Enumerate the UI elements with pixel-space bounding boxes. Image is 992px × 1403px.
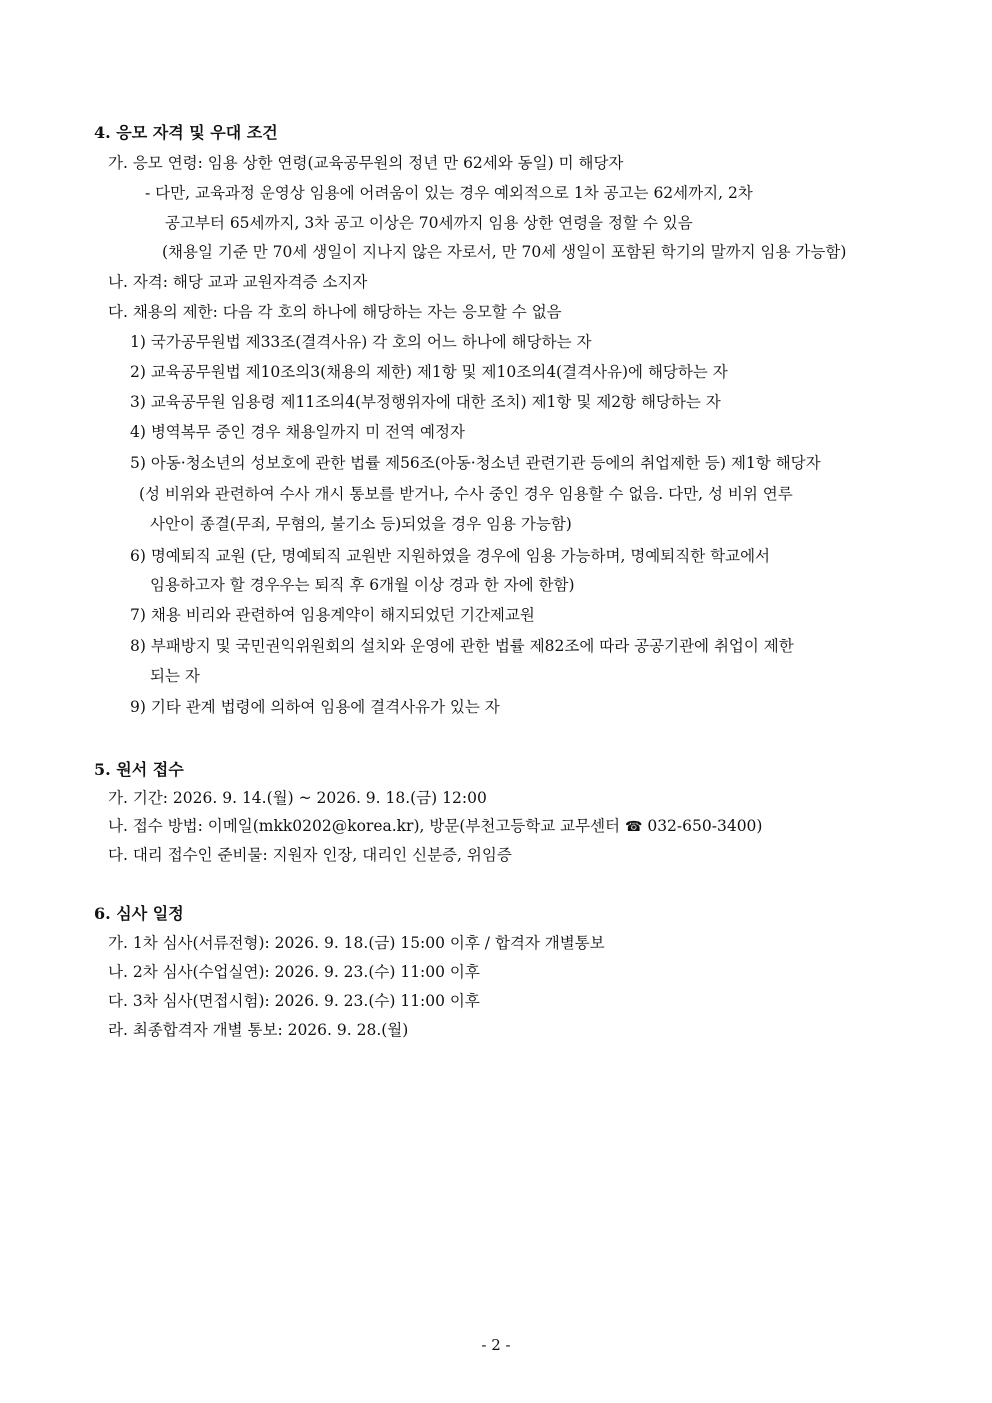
s4-restriction-intro: 다. 채용의 제한: 다음 각 호의 하나에 해당하는 자는 응모할 수 없음 bbox=[108, 303, 562, 321]
s4-restriction-item: 6) 명예퇴직 교원 (단, 명예퇴직 교원반 지원하였을 경우에 임용 가능하며, 명예퇴직한 학교에서 bbox=[130, 547, 771, 565]
section-4-heading: 4. 응모 자격 및 우대 조건 bbox=[94, 123, 278, 142]
s6-final-notice: 라. 최종합격자 개별 통보: 2026. 9. 28.(월) bbox=[108, 1021, 409, 1039]
s5-method-text: 나. 접수 방법: 이메일(mkk0202@korea.kr), 방문(부천고등학교 교무센터 bbox=[108, 817, 625, 835]
s4-restriction-item: 9) 기타 관계 법령에 의하여 임용에 결격사유가 있는 자 bbox=[130, 698, 500, 716]
s4-age-note-2: 공고부터 65세까지, 3차 공고 이상은 70세까지 임용 상한 연령을 정할 수 있음 bbox=[165, 214, 693, 232]
s6-third-review: 다. 3차 심사(면접시험): 2026. 9. 23.(수) 11:00 이후 bbox=[108, 992, 480, 1010]
s4-restriction-item-note: (성 비위와 관련하여 수사 개시 통보를 받거나, 수사 중인 경우 임용할 수 없음. 다만, 성 비위 연루 bbox=[139, 485, 793, 503]
s4-restriction-item: 5) 아동·청소년의 성보호에 관한 법률 제56조(아동·청소년 관련기관 등에의 취업제한 등) 제1항 해당자 bbox=[130, 454, 821, 472]
phone-icon: ☎ bbox=[624, 819, 643, 835]
s4-restriction-item: 7) 채용 비리와 관련하여 임용계약이 해지되었던 기간제교원 bbox=[130, 606, 535, 624]
s4-restriction-item: 3) 교육공무원 임용령 제11조의4(부정행위자에 대한 조치) 제1항 및 제2항 해당하는 자 bbox=[130, 393, 721, 411]
s4-age-note-3: (채용일 기준 만 70세 생일이 지나지 않은 자로서, 만 70세 생일이 포함된 학기의 말까지 임용 가능함) bbox=[162, 243, 847, 261]
section-6-heading: 6. 심사 일정 bbox=[94, 904, 184, 923]
s5-proxy-items: 다. 대리 접수인 준비물: 지원자 인장, 대리인 신분증, 위임증 bbox=[108, 846, 512, 864]
s4-age-note-1: - 다만, 교육과정 운영상 임용에 어려움이 있는 경우 예외적으로 1차 공고는 62세까지, 2차 bbox=[145, 184, 753, 202]
page-number: - 2 - bbox=[481, 1336, 511, 1354]
s4-restriction-item: 1) 국가공무원법 제33조(결격사유) 각 호의 어느 하나에 해당하는 자 bbox=[130, 333, 592, 351]
s6-first-review: 가. 1차 심사(서류전형): 2026. 9. 18.(금) 15:00 이후 / 합격자 개별통보 bbox=[108, 934, 605, 952]
section-5-heading: 5. 원서 접수 bbox=[94, 760, 184, 779]
s4-qualification: 나. 자격: 해당 교과 교원자격증 소지자 bbox=[108, 273, 368, 291]
s4-restriction-item: 4) 병역복무 중인 경우 채용일까지 미 전역 예정자 bbox=[130, 423, 465, 441]
s5-method bbox=[108, 816, 762, 837]
s4-age-requirement: 가. 응모 연령: 임용 상한 연령(교육공무원의 정년 만 62세와 동일) 미 해당자 bbox=[108, 154, 624, 172]
s6-second-review: 나. 2차 심사(수업실연): 2026. 9. 23.(수) 11:00 이후 bbox=[108, 963, 480, 981]
s5-method-phone: 032-650-3400) bbox=[642, 817, 763, 835]
s4-restriction-item-cont: 되는 자 bbox=[150, 667, 200, 685]
s4-restriction-item: 8) 부패방지 및 국민권익위원회의 설치와 운영에 관한 법률 제82조에 따라 공공기관에 취업이 제한 bbox=[130, 637, 794, 655]
s4-restriction-item-note: 사안이 종결(무죄, 무혐의, 불기소 등)되었을 경우 임용 가능함) bbox=[150, 515, 572, 533]
s5-period: 가. 기간: 2026. 9. 14.(월) ~ 2026. 9. 18.(금) 12:00 bbox=[108, 789, 487, 807]
s4-restriction-item: 2) 교육공무원법 제10조의3(채용의 제한) 제1항 및 제10조의4(결격사유)에 해당하는 자 bbox=[130, 363, 728, 381]
s4-restriction-item-cont: 임용하고자 할 경우우는 퇴직 후 6개월 이상 경과 한 자에 한함) bbox=[150, 576, 575, 594]
